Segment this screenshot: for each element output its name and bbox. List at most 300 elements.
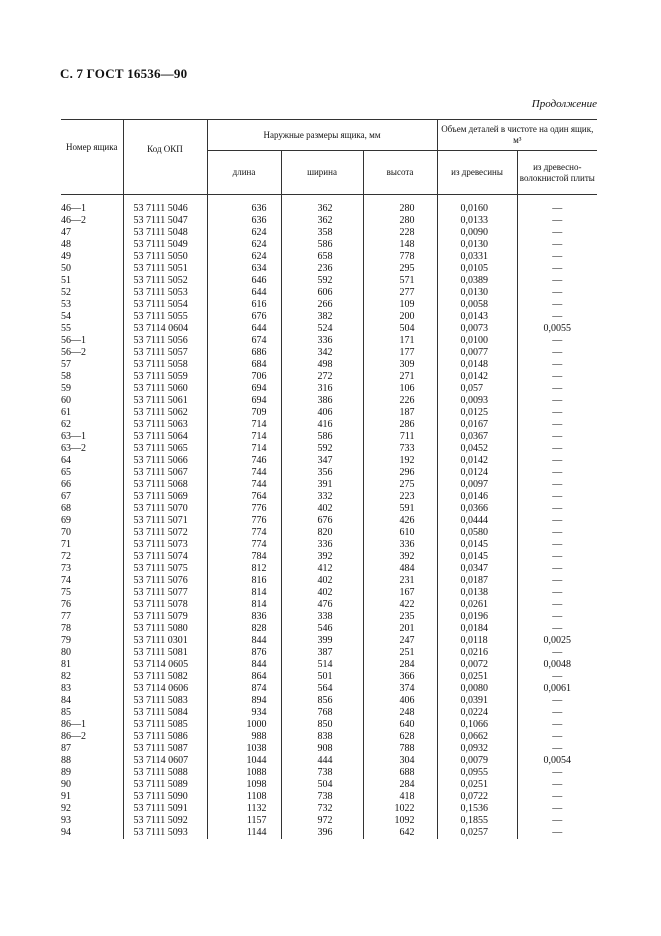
cell-volume-wood: 0,1536 — [437, 803, 517, 815]
cell-volume-fiberboard: — — [517, 827, 597, 839]
cell-code: 53 7111 5077 — [123, 587, 207, 599]
column-header-width: ширина — [281, 151, 363, 195]
cell-volume-wood: 0,0167 — [437, 419, 517, 431]
cell-width: 444 — [281, 755, 363, 767]
cell-number: 78 — [61, 623, 71, 634]
table-row — [61, 311, 597, 323]
cell-volume-fiberboard: — — [517, 803, 597, 815]
cell-number: 68 — [61, 503, 71, 514]
cell-code: 53 7111 5063 — [123, 419, 207, 431]
cell-number: 77 — [61, 611, 71, 622]
cell-volume-fiberboard: — — [517, 203, 597, 215]
table-row — [61, 587, 597, 599]
cell-length: 934 — [207, 707, 281, 719]
cell-number: 47 — [61, 227, 71, 238]
cell-number: 46—2 — [61, 215, 86, 226]
cell-length: 774 — [207, 527, 281, 539]
cell-volume-fiberboard: — — [517, 503, 597, 515]
cell-code: 53 7111 5046 — [123, 203, 207, 215]
table-row — [61, 287, 597, 299]
cell-volume-fiberboard: 0,0061 — [517, 683, 597, 695]
cell-volume-fiberboard: — — [517, 743, 597, 755]
cell-width: 504 — [281, 779, 363, 791]
cell-width: 514 — [281, 659, 363, 671]
table-row — [61, 707, 597, 719]
cell-code: 53 7111 5091 — [123, 803, 207, 815]
cell-volume-wood: 0,0955 — [437, 767, 517, 779]
cell-number: 89 — [61, 767, 71, 778]
cell-height: 148 — [363, 239, 437, 251]
column-header-number: Номер ящика — [61, 120, 123, 195]
cell-volume-fiberboard: — — [517, 239, 597, 251]
cell-code: 53 7111 5082 — [123, 671, 207, 683]
cell-volume-wood: 0,0367 — [437, 431, 517, 443]
cell-number: 70 — [61, 527, 71, 538]
cell-number: 72 — [61, 551, 71, 562]
table-row — [61, 407, 597, 419]
cell-volume-fiberboard: — — [517, 671, 597, 683]
cell-width: 402 — [281, 575, 363, 587]
table-row — [61, 395, 597, 407]
cell-volume-fiberboard: — — [517, 395, 597, 407]
cell-width: 658 — [281, 251, 363, 263]
cell-volume-wood: 0,0143 — [437, 311, 517, 323]
cell-width: 586 — [281, 239, 363, 251]
cell-volume-wood: 0,0079 — [437, 755, 517, 767]
cell-length: 676 — [207, 311, 281, 323]
table-row — [61, 371, 597, 383]
cell-number: 55 — [61, 323, 71, 334]
cell-volume-fiberboard: — — [517, 719, 597, 731]
cell-width: 342 — [281, 347, 363, 359]
column-header-outer-dimensions: Наружные размеры ящика, мм — [207, 120, 437, 151]
cell-volume-fiberboard: — — [517, 467, 597, 479]
cell-length: 864 — [207, 671, 281, 683]
cell-height: 571 — [363, 275, 437, 287]
cell-width: 738 — [281, 791, 363, 803]
cell-height: 228 — [363, 227, 437, 239]
cell-height: 778 — [363, 251, 437, 263]
table-row — [61, 719, 597, 731]
boxes-table — [61, 119, 597, 839]
table-row — [61, 767, 597, 779]
cell-volume-wood: 0,0662 — [437, 731, 517, 743]
page-title: С. 7 ГОСТ 16536—90 — [60, 66, 188, 81]
table-row — [61, 539, 597, 551]
cell-length: 624 — [207, 251, 281, 263]
cell-code: 53 7111 5056 — [123, 335, 207, 347]
table-row — [61, 347, 597, 359]
cell-height: 247 — [363, 635, 437, 647]
cell-volume-fiberboard: — — [517, 599, 597, 611]
table-row — [61, 635, 597, 647]
cell-volume-fiberboard: — — [517, 479, 597, 491]
cell-number: 69 — [61, 515, 71, 526]
cell-code: 53 7111 5061 — [123, 395, 207, 407]
table-row — [61, 335, 597, 347]
table-row — [61, 671, 597, 683]
table-row — [61, 203, 597, 215]
cell-length: 636 — [207, 203, 281, 215]
cell-height: 711 — [363, 431, 437, 443]
cell-number: 92 — [61, 803, 71, 814]
cell-width: 332 — [281, 491, 363, 503]
cell-width: 347 — [281, 455, 363, 467]
cell-volume-fiberboard: 0,0048 — [517, 659, 597, 671]
cell-length: 624 — [207, 239, 281, 251]
cell-width: 399 — [281, 635, 363, 647]
cell-volume-fiberboard: — — [517, 731, 597, 743]
cell-length: 644 — [207, 287, 281, 299]
cell-code: 53 7111 5064 — [123, 431, 207, 443]
cell-volume-wood: 0,0389 — [437, 275, 517, 287]
table-row — [61, 431, 597, 443]
cell-volume-wood: 0,0224 — [437, 707, 517, 719]
column-header-volume: Объем деталей в чистоте на один ящик, м³ — [437, 120, 597, 151]
cell-length: 686 — [207, 347, 281, 359]
cell-number: 86—1 — [61, 719, 86, 730]
cell-length: 874 — [207, 683, 281, 695]
cell-code: 53 7111 5053 — [123, 287, 207, 299]
cell-length: 714 — [207, 431, 281, 443]
cell-height: 284 — [363, 659, 437, 671]
cell-code: 53 7111 5086 — [123, 731, 207, 743]
cell-height: 733 — [363, 443, 437, 455]
cell-width: 412 — [281, 563, 363, 575]
table-row — [61, 215, 597, 227]
cell-width: 856 — [281, 695, 363, 707]
cell-volume-wood: 0,0145 — [437, 539, 517, 551]
cell-code: 53 7114 0604 — [123, 323, 207, 335]
cell-width: 738 — [281, 767, 363, 779]
cell-volume-fiberboard: — — [517, 707, 597, 719]
table-row — [61, 491, 597, 503]
cell-code: 53 7111 5093 — [123, 827, 207, 839]
cell-width: 387 — [281, 647, 363, 659]
cell-height: 277 — [363, 287, 437, 299]
cell-code: 53 7111 5065 — [123, 443, 207, 455]
cell-volume-wood: 0,0118 — [437, 635, 517, 647]
cell-volume-fiberboard: — — [517, 815, 597, 827]
cell-code: 53 7111 5057 — [123, 347, 207, 359]
cell-width: 586 — [281, 431, 363, 443]
cell-length: 1132 — [207, 803, 281, 815]
cell-height: 392 — [363, 551, 437, 563]
cell-height: 275 — [363, 479, 437, 491]
cell-volume-fiberboard: — — [517, 431, 597, 443]
cell-volume-fiberboard: — — [517, 215, 597, 227]
table-row — [61, 443, 597, 455]
cell-number: 87 — [61, 743, 71, 754]
table-row — [61, 527, 597, 539]
cell-volume-wood: 0,0331 — [437, 251, 517, 263]
cell-height: 167 — [363, 587, 437, 599]
cell-height: 628 — [363, 731, 437, 743]
cell-code: 53 7111 5080 — [123, 623, 207, 635]
cell-number: 58 — [61, 371, 71, 382]
cell-height: 171 — [363, 335, 437, 347]
cell-number: 80 — [61, 647, 71, 658]
cell-length: 876 — [207, 647, 281, 659]
cell-height: 295 — [363, 263, 437, 275]
cell-volume-wood: 0,0073 — [437, 323, 517, 335]
cell-length: 706 — [207, 371, 281, 383]
cell-height: 187 — [363, 407, 437, 419]
cell-length: 684 — [207, 359, 281, 371]
table-row — [61, 551, 597, 563]
cell-width: 391 — [281, 479, 363, 491]
cell-height: 504 — [363, 323, 437, 335]
cell-volume-fiberboard: — — [517, 311, 597, 323]
cell-length: 746 — [207, 455, 281, 467]
cell-width: 501 — [281, 671, 363, 683]
cell-width: 606 — [281, 287, 363, 299]
cell-height: 366 — [363, 671, 437, 683]
cell-volume-fiberboard: — — [517, 575, 597, 587]
cell-volume-wood: 0,0142 — [437, 455, 517, 467]
cell-number: 91 — [61, 791, 71, 802]
cell-code: 53 7111 5073 — [123, 539, 207, 551]
cell-length: 774 — [207, 539, 281, 551]
table-row — [61, 803, 597, 815]
cell-height: 231 — [363, 575, 437, 587]
cell-volume-wood: 0,0187 — [437, 575, 517, 587]
cell-height: 226 — [363, 395, 437, 407]
cell-code: 53 7111 5075 — [123, 563, 207, 575]
cell-code: 53 7111 5054 — [123, 299, 207, 311]
cell-number: 46—1 — [61, 203, 86, 214]
table-row — [61, 791, 597, 803]
cell-height: 406 — [363, 695, 437, 707]
cell-code: 53 7114 0606 — [123, 683, 207, 695]
cell-code: 53 7111 5055 — [123, 311, 207, 323]
cell-volume-fiberboard: — — [517, 287, 597, 299]
cell-width: 476 — [281, 599, 363, 611]
cell-volume-wood: 0,0216 — [437, 647, 517, 659]
cell-width: 972 — [281, 815, 363, 827]
cell-code: 53 7111 5052 — [123, 275, 207, 287]
cell-width: 592 — [281, 443, 363, 455]
cell-height: 177 — [363, 347, 437, 359]
cell-number: 73 — [61, 563, 71, 574]
cell-length: 988 — [207, 731, 281, 743]
table-row — [61, 611, 597, 623]
cell-length: 636 — [207, 215, 281, 227]
cell-volume-wood: 0,0072 — [437, 659, 517, 671]
cell-number: 60 — [61, 395, 71, 406]
cell-number: 52 — [61, 287, 71, 298]
table-row — [61, 623, 597, 635]
cell-volume-wood: 0,0261 — [437, 599, 517, 611]
cell-volume-wood: 0,0124 — [437, 467, 517, 479]
cell-length: 744 — [207, 479, 281, 491]
cell-width: 272 — [281, 371, 363, 383]
cell-volume-fiberboard: — — [517, 299, 597, 311]
cell-volume-wood: 0,0160 — [437, 203, 517, 215]
cell-height: 422 — [363, 599, 437, 611]
cell-code: 53 7111 5058 — [123, 359, 207, 371]
cell-volume-wood: 0,0090 — [437, 227, 517, 239]
cell-volume-wood: 0,0347 — [437, 563, 517, 575]
cell-number: 81 — [61, 659, 71, 670]
cell-code: 53 7111 5088 — [123, 767, 207, 779]
cell-number: 82 — [61, 671, 71, 682]
cell-volume-wood: 0,0444 — [437, 515, 517, 527]
cell-volume-fiberboard: — — [517, 443, 597, 455]
table-body — [61, 195, 597, 840]
cell-volume-wood: 0,0138 — [437, 587, 517, 599]
cell-volume-wood: 0,0257 — [437, 827, 517, 839]
cell-length: 616 — [207, 299, 281, 311]
table-row — [61, 455, 597, 467]
cell-length: 1157 — [207, 815, 281, 827]
cell-length: 844 — [207, 635, 281, 647]
column-header-fiberboard: из древесно-волокнистой плиты — [517, 151, 597, 195]
cell-width: 498 — [281, 359, 363, 371]
cell-code: 53 7111 5076 — [123, 575, 207, 587]
cell-height: 374 — [363, 683, 437, 695]
cell-volume-wood: 0,0251 — [437, 779, 517, 791]
cell-length: 1038 — [207, 743, 281, 755]
cell-volume-fiberboard: — — [517, 359, 597, 371]
cell-width: 592 — [281, 275, 363, 287]
cell-height: 280 — [363, 215, 437, 227]
cell-length: 764 — [207, 491, 281, 503]
cell-volume-fiberboard: — — [517, 371, 597, 383]
table-row — [61, 599, 597, 611]
cell-length: 714 — [207, 419, 281, 431]
cell-volume-fiberboard: — — [517, 779, 597, 791]
cell-length: 709 — [207, 407, 281, 419]
cell-volume-wood: 0,0184 — [437, 623, 517, 635]
cell-volume-fiberboard: — — [517, 587, 597, 599]
cell-height: 788 — [363, 743, 437, 755]
cell-height: 201 — [363, 623, 437, 635]
cell-number: 56—1 — [61, 335, 86, 346]
cell-code: 53 7111 0301 — [123, 635, 207, 647]
table-row — [61, 263, 597, 275]
cell-height: 280 — [363, 203, 437, 215]
cell-height: 309 — [363, 359, 437, 371]
cell-height: 106 — [363, 383, 437, 395]
cell-height: 271 — [363, 371, 437, 383]
cell-volume-wood: 0,0130 — [437, 287, 517, 299]
cell-number: 66 — [61, 479, 71, 490]
cell-width: 356 — [281, 467, 363, 479]
cell-code: 53 7111 5062 — [123, 407, 207, 419]
cell-width: 768 — [281, 707, 363, 719]
cell-height: 248 — [363, 707, 437, 719]
table-row — [61, 743, 597, 755]
cell-code: 53 7111 5092 — [123, 815, 207, 827]
cell-number: 56—2 — [61, 347, 86, 358]
cell-volume-fiberboard: — — [517, 539, 597, 551]
cell-height: 200 — [363, 311, 437, 323]
cell-width: 358 — [281, 227, 363, 239]
cell-volume-fiberboard: — — [517, 623, 597, 635]
cell-height: 1092 — [363, 815, 437, 827]
table-row — [61, 755, 597, 767]
cell-width: 316 — [281, 383, 363, 395]
cell-length: 816 — [207, 575, 281, 587]
table-row — [61, 383, 597, 395]
cell-height: 426 — [363, 515, 437, 527]
cell-length: 694 — [207, 395, 281, 407]
cell-length: 776 — [207, 515, 281, 527]
cell-height: 642 — [363, 827, 437, 839]
cell-number: 61 — [61, 407, 71, 418]
cell-code: 53 7114 0607 — [123, 755, 207, 767]
cell-width: 416 — [281, 419, 363, 431]
cell-volume-fiberboard: — — [517, 611, 597, 623]
cell-number: 94 — [61, 827, 71, 838]
cell-volume-wood: 0,0058 — [437, 299, 517, 311]
cell-code: 53 7111 5084 — [123, 707, 207, 719]
cell-volume-fiberboard: — — [517, 251, 597, 263]
cell-number: 90 — [61, 779, 71, 790]
cell-number: 71 — [61, 539, 71, 550]
cell-number: 74 — [61, 575, 71, 586]
table-row — [61, 683, 597, 695]
cell-number: 50 — [61, 263, 71, 274]
cell-length: 1044 — [207, 755, 281, 767]
cell-length: 644 — [207, 323, 281, 335]
cell-code: 53 7111 5070 — [123, 503, 207, 515]
cell-volume-wood: 0,0148 — [437, 359, 517, 371]
cell-volume-wood: 0,0130 — [437, 239, 517, 251]
cell-length: 828 — [207, 623, 281, 635]
cell-height: 235 — [363, 611, 437, 623]
cell-width: 338 — [281, 611, 363, 623]
table-row — [61, 647, 597, 659]
cell-number: 62 — [61, 419, 71, 430]
cell-height: 610 — [363, 527, 437, 539]
cell-code: 53 7111 5050 — [123, 251, 207, 263]
cell-volume-fiberboard: — — [517, 695, 597, 707]
cell-volume-wood: 0,0105 — [437, 263, 517, 275]
cell-length: 674 — [207, 335, 281, 347]
cell-volume-wood: 0,0100 — [437, 335, 517, 347]
cell-height: 284 — [363, 779, 437, 791]
cell-length: 814 — [207, 587, 281, 599]
cell-number: 93 — [61, 815, 71, 826]
cell-width: 396 — [281, 827, 363, 839]
cell-length: 1108 — [207, 791, 281, 803]
cell-length: 714 — [207, 443, 281, 455]
cell-volume-wood: 0,1855 — [437, 815, 517, 827]
cell-volume-wood: 0,0077 — [437, 347, 517, 359]
cell-code: 53 7111 5059 — [123, 371, 207, 383]
cell-height: 640 — [363, 719, 437, 731]
column-header-height: высота — [363, 151, 437, 195]
cell-code: 53 7111 5079 — [123, 611, 207, 623]
cell-height: 418 — [363, 791, 437, 803]
cell-volume-wood: 0,0133 — [437, 215, 517, 227]
table-row — [61, 239, 597, 251]
cell-volume-wood: 0,0932 — [437, 743, 517, 755]
cell-height: 286 — [363, 419, 437, 431]
column-header-code: Код ОКП — [123, 120, 207, 195]
table-row — [61, 515, 597, 527]
table-row — [61, 467, 597, 479]
cell-width: 546 — [281, 623, 363, 635]
cell-length: 844 — [207, 659, 281, 671]
table-row — [61, 419, 597, 431]
cell-height: 251 — [363, 647, 437, 659]
cell-length: 894 — [207, 695, 281, 707]
table-row — [61, 659, 597, 671]
cell-length: 812 — [207, 563, 281, 575]
